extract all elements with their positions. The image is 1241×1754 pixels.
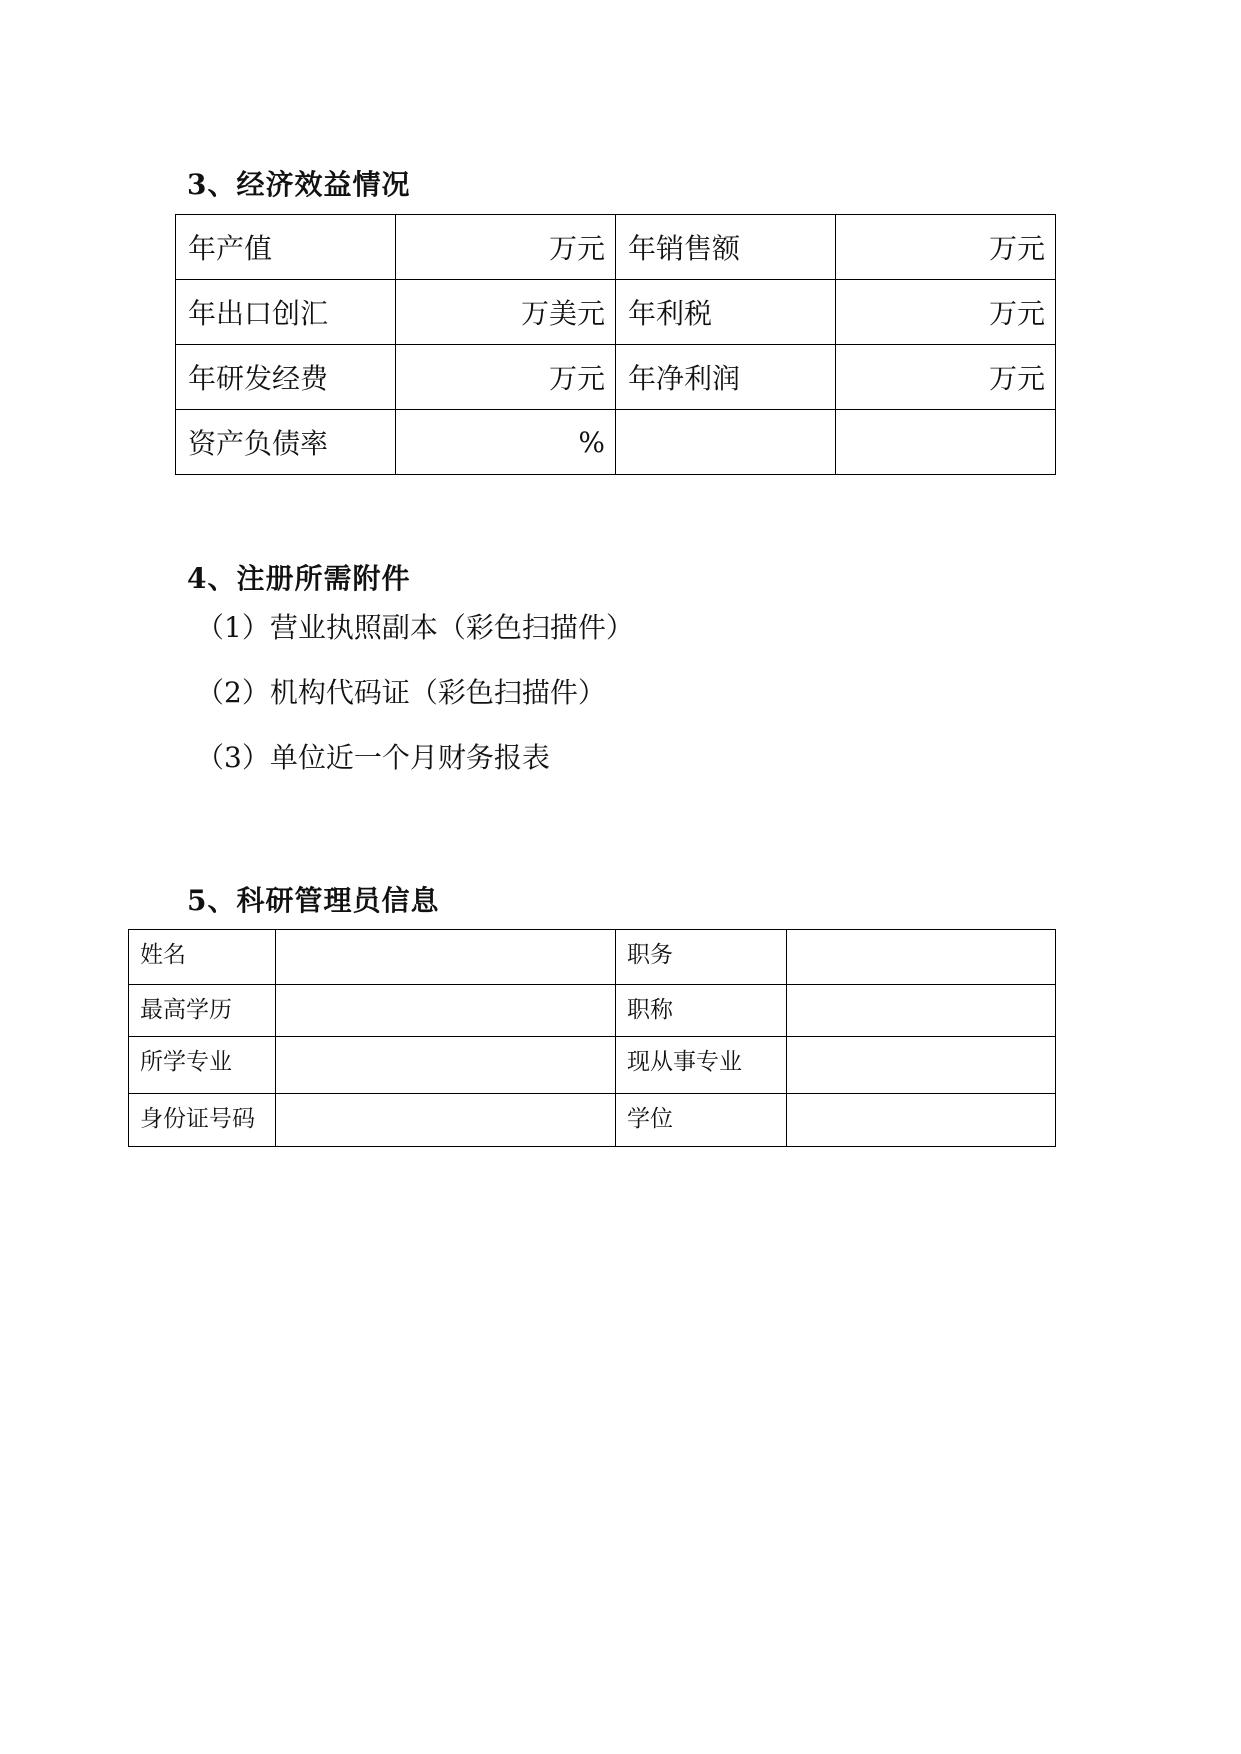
table-row bbox=[129, 1037, 1056, 1094]
table-cell: 职称 bbox=[616, 985, 787, 1037]
table-cell: 年净利润 bbox=[616, 345, 836, 410]
table-cell: 姓名 bbox=[129, 930, 276, 985]
table-cell[interactable] bbox=[276, 1037, 616, 1094]
table-row bbox=[129, 1094, 1056, 1147]
table-cell: 所学专业 bbox=[129, 1037, 276, 1094]
table-cell: 年产值 bbox=[176, 215, 396, 280]
table-cell: 学位 bbox=[616, 1094, 787, 1147]
table-cell: 职务 bbox=[616, 930, 787, 985]
table-cell bbox=[616, 410, 836, 475]
table-cell[interactable] bbox=[276, 930, 616, 985]
table-cell[interactable]: 万元 bbox=[836, 215, 1056, 280]
table-cell[interactable]: 万元 bbox=[396, 345, 616, 410]
table-cell[interactable] bbox=[276, 985, 616, 1037]
list-item: （1）营业执照副本（彩色扫描件） bbox=[196, 611, 634, 644]
table-cell: 最高学历 bbox=[129, 985, 276, 1037]
table-cell[interactable]: 万美元 bbox=[396, 280, 616, 345]
table-cell[interactable] bbox=[276, 1094, 616, 1147]
table-cell[interactable] bbox=[787, 930, 1056, 985]
admin-info-table bbox=[128, 929, 1056, 1147]
table-cell: 年出口创汇 bbox=[176, 280, 396, 345]
table-cell[interactable] bbox=[787, 985, 1056, 1037]
list-item: （2）机构代码证（彩色扫描件） bbox=[196, 676, 606, 709]
table-row bbox=[176, 280, 1056, 345]
table-cell[interactable] bbox=[787, 1094, 1056, 1147]
table-cell: 年利税 bbox=[616, 280, 836, 345]
table-row bbox=[129, 930, 1056, 985]
section4-title: 4、注册所需附件 bbox=[187, 562, 411, 595]
table-cell: 资产负债率 bbox=[176, 410, 396, 475]
section3-title: 3、经济效益情况 bbox=[187, 168, 411, 201]
table-cell: 年销售额 bbox=[616, 215, 836, 280]
table-cell: 年研发经费 bbox=[176, 345, 396, 410]
table-cell[interactable] bbox=[836, 410, 1056, 475]
attachment-list bbox=[196, 610, 634, 805]
table-cell[interactable]: 万元 bbox=[836, 280, 1056, 345]
section5-title: 5、科研管理员信息 bbox=[187, 884, 440, 917]
table-cell: 身份证号码 bbox=[129, 1094, 276, 1147]
table-cell[interactable] bbox=[787, 1037, 1056, 1094]
table-row bbox=[176, 410, 1056, 475]
table-row bbox=[129, 985, 1056, 1037]
table-row bbox=[176, 215, 1056, 280]
table-row bbox=[176, 345, 1056, 410]
table-cell: 现从事专业 bbox=[616, 1037, 787, 1094]
table-cell[interactable]: 万元 bbox=[836, 345, 1056, 410]
table-cell[interactable]: % bbox=[396, 410, 616, 475]
list-item: （3）单位近一个月财务报表 bbox=[196, 741, 550, 774]
economic-benefits-table bbox=[175, 214, 1056, 475]
table-cell[interactable]: 万元 bbox=[396, 215, 616, 280]
